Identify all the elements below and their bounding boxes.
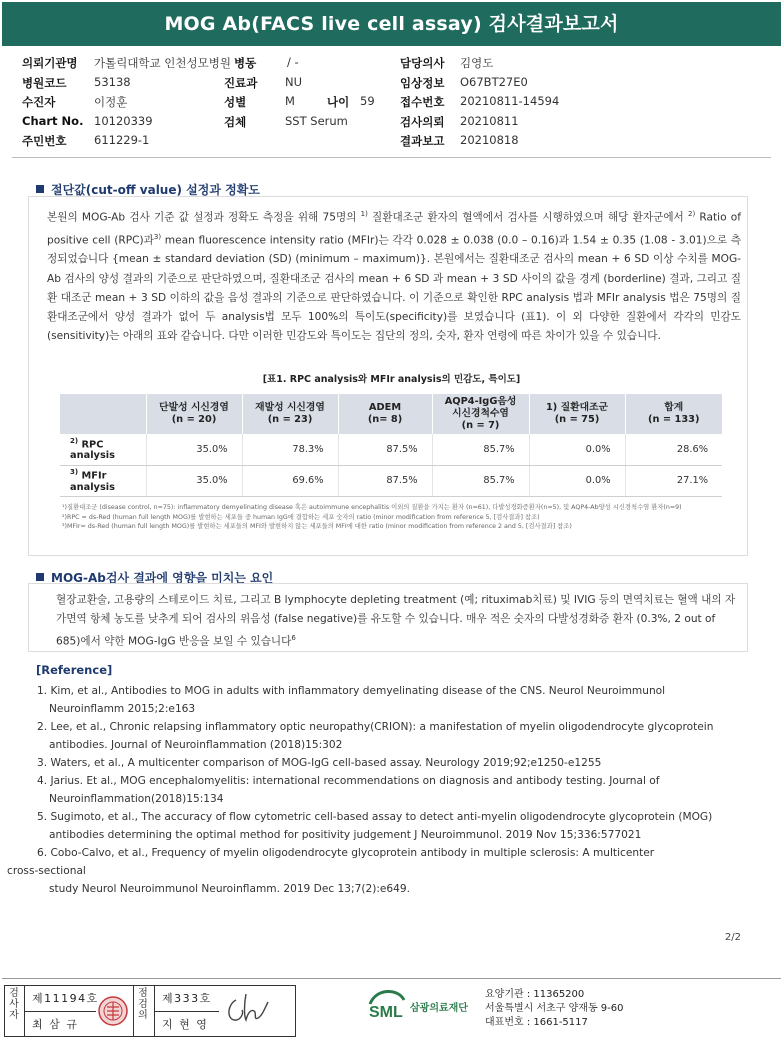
- header-line: AQP4-IgG음성: [444, 396, 517, 407]
- reference-line: Neuroinflamm 2015;2:e163: [49, 703, 196, 715]
- para1-text-d: mean fluorescence intensity ratio (MFIr)는 각각 0.028 ± 0.038 (0.0 – 0.16)과 1.54 ± 0.35 (1.08 - 3.01)으로 측정되었습니다 {mean ± standard deviation (SD) (minimum – maximum)}. 본원에서는 질환대조군 검사의 mean + 6 SD 이상 수치를 MOG-Ab 검사의 양성 결과의 기준으로 판단하였으며, 질환대조군 검사의 mean + 6 SD 과 mean + 3 SD 사이의 값을 경계 (borderline) 결과, 그리고 질환 대조군 mean + 3 SD 이하의 값을 음성 결과의 기준으로 판단하였습니다. 이 기준으로 확인한 RPC analysis 법과 MFIr analysis 법은 75명의 질환대조군에서 양성 결과가 없어 두 analysis법 모두 100%의 특이도(specificity)를 보였습니다 (표1). 이 외 다양한 질환에서 각각의 민감도(sensitivity)는 아래의 표와 같습니다. 다만 이러한 민감도와 특이도는 집단의 정의, 숫자, 환자 연령에 따른 차이가 있을 수 있습니다.: [47, 234, 741, 343]
- sml-logo-icon: [366, 986, 408, 1022]
- row-label: [60, 465, 146, 496]
- examiner-seal-stamp: [97, 989, 130, 1033]
- org-line: 요양기관 : 11365200: [485, 989, 585, 1000]
- checker-license: 제333호: [162, 992, 212, 1005]
- label-sex: 성별: [224, 95, 247, 109]
- label-examiner-text: 검사자: [9, 988, 19, 1021]
- reference-list: [7, 682, 747, 898]
- row-label: [60, 434, 146, 465]
- sml-logo-subtitle: 삼광의료재단: [410, 1003, 468, 1014]
- checker-signature: [222, 990, 272, 1028]
- footer-divider: [133, 985, 134, 1037]
- value-ward: / -: [287, 55, 299, 69]
- table-cell: 27.1%: [625, 465, 722, 496]
- label-reception-no: 접수번호: [400, 95, 445, 109]
- section-factors-paragraph: [56, 591, 740, 652]
- table-cell: 85.7%: [432, 434, 529, 465]
- header-line: 시신경척수염: [452, 408, 509, 419]
- para1-sup-3: 3): [153, 232, 162, 241]
- table-header-cell: [432, 394, 529, 434]
- label-examiner: [8, 988, 20, 1021]
- para2-sup: 6: [291, 634, 296, 643]
- table-note: ³)MFIr= ds-Red (human full length MOG)를 발현하는 세포들의 MFI와 발현하지 않는 세포들의 MFI에 대한 ratio (minor modification from reference 2 and 5, [검사결과] 참조): [62, 523, 572, 531]
- header-line: (n = 23): [267, 414, 313, 425]
- value-clinical-info: O67BT27E0: [460, 74, 528, 89]
- value-chart-no: 10120339: [94, 113, 153, 128]
- footer-divider: [24, 1011, 96, 1012]
- table-note: ¹)질환대조군 (disease control, n=75): inflammatory demyelinating disease 혹은 autoimmune encephalitis 이외의 질환을 가지는 환자 (n=61), 다발성경화증환자(n=5), 및 AQP4-Ab양성 시신경척수염 환자(n=9): [62, 504, 682, 511]
- header-line: 단발성 시신경염: [159, 402, 229, 413]
- label-doctor: 담당의사: [400, 56, 445, 70]
- header-line: 합계: [664, 402, 684, 413]
- label-patient: 수진자: [22, 95, 56, 109]
- value-doctor: 김영도: [460, 56, 494, 70]
- table-cell: 78.3%: [242, 434, 338, 465]
- label-checker-text: 점검의: [138, 988, 148, 1021]
- label-resident-no: 주민번호: [22, 134, 67, 148]
- label-age: 나이: [327, 95, 350, 109]
- value-report-date: 20210818: [460, 133, 519, 147]
- reference-item: [37, 754, 747, 772]
- table-cell: 87.5%: [338, 434, 432, 465]
- value-institution: 가톨릭대학교 인천성모병원: [94, 56, 231, 70]
- label-department: 진료과: [224, 75, 258, 90]
- table-cell: 85.7%: [432, 465, 529, 496]
- table-cell: 35.0%: [146, 434, 242, 465]
- patient-info: [22, 55, 762, 153]
- header-line: (n= 8): [367, 414, 403, 425]
- table-caption: [표1. RPC analysis와 MFIr analysis의 민감도, 특이도]: [262, 374, 521, 385]
- value-request-date: 20210811: [460, 113, 519, 128]
- reference-line: 1. Kim, et al., Antibodies to MOG in adults with inflammatory demyelinating disease of the CNS. Neurol Neuroimmunol: [37, 685, 666, 697]
- para1-sup-2: 2): [688, 210, 696, 218]
- label-institution: 의뢰기관명: [22, 56, 78, 70]
- reference-item: [37, 718, 747, 754]
- table-header-cell: [146, 394, 242, 434]
- row-label-text: RPC analysis: [70, 439, 115, 462]
- para1-text-b: 질환대조군 환자의 혈액에서 검사를 시행하였으며 해당 환자군에서: [367, 211, 688, 224]
- section-factors-title-text: MOG-Ab검사 결과에 영향을 미치는 요인: [51, 571, 274, 585]
- checker-name: 지 현 영: [162, 1018, 209, 1031]
- label-clinical-info: 임상정보: [400, 75, 445, 90]
- table-header-cell: [242, 394, 338, 434]
- reference-item: [37, 808, 747, 844]
- value-specimen: SST Serum: [285, 113, 348, 128]
- row-sup: 2): [70, 437, 79, 446]
- org-line: 대표번호 : 1661-5117: [485, 1017, 588, 1028]
- row-label-text: MFIr analysis: [70, 470, 115, 493]
- table-header-row: [60, 394, 722, 434]
- organization-info: [485, 988, 624, 1030]
- header-line: (n = 7): [461, 420, 500, 431]
- reference-item: [37, 682, 747, 718]
- bullet-square-icon: [36, 185, 44, 193]
- table-header-empty: [60, 394, 146, 434]
- value-sex: M: [285, 94, 295, 108]
- examiner-name: 최 삼 규: [32, 1018, 79, 1031]
- reference-line: antibodies. Journal of Neuroinflammation (2018)15:302: [49, 739, 343, 751]
- footer-divider: [154, 1011, 219, 1012]
- header-divider: [12, 157, 771, 158]
- header-line: (n = 75): [554, 414, 600, 425]
- table-cell: 87.5%: [338, 465, 432, 496]
- reference-line: study Neurol Neuroimmunol Neuroinflamm. 2019 Dec 13;7(2):e649.: [49, 883, 411, 895]
- para2-text: 혈장교환술, 고용량의 스테로이드 치료, 그리고 B lymphocyte depleting treatment (예; rituximab치료) 및 IVIG 등의 면역치료는 혈액 내의 자가면역 항체 농도를 낮추게 되어 검사의 위음성 (false negative)를 유도할 수 있습니다. 매우 적은 숫자의 다발성경화증 환자 (0.3%, 2 out of 685)에서 약한 MOG-IgG 반응을 보일 수 있습니다: [56, 594, 736, 648]
- reference-line: 4. Jarius. Et al., MOG encephalomyelitis: international recommendations on diagnosis and antibody testing. Journal of: [37, 775, 660, 787]
- reference-line: 3. Waters, et al., A multicenter comparison of MOG-IgG cell-based assay. Neurology 2019;92;e1250-e1255: [37, 757, 602, 769]
- table-header-cell: [625, 394, 722, 434]
- report-title: MOG Ab(FACS live cell assay) 검사결과보고서: [2, 2, 781, 46]
- value-resident-no: 611229-1: [94, 133, 150, 147]
- reference-item: [37, 772, 747, 808]
- table-note: ²)RPC = ds-Red (human full length MOG)를 발현하는 세포들 중 human IgG에 결합하는 세포 숫자의 ratio (minor modification from reference 5, [검사결과] 참조): [62, 513, 540, 521]
- table-cell: 69.6%: [242, 465, 338, 496]
- examiner-license: 제11194호: [32, 992, 99, 1005]
- header-line: (n = 20): [171, 414, 217, 425]
- value-hospital-code: 53138: [94, 74, 131, 89]
- reference-line: cross-sectional: [7, 865, 86, 877]
- reference-line: 6. Cobo-Calvo, et al., Frequency of myelin oligodendrocyte glycoprotein antibody in multiple sclerosis: A multicenter: [37, 847, 655, 859]
- header-line: (n = 133): [648, 414, 700, 425]
- header-line: 재발성 시신경염: [255, 402, 325, 413]
- sml-logo-text: SML: [369, 1004, 403, 1021]
- reference-line: Neuroinflammation(2018)15:134: [49, 793, 224, 805]
- para1-text-c: Ratio of positive cell (RPC)과: [47, 211, 741, 247]
- page-number: 2/2: [724, 932, 741, 943]
- value-age: 59: [360, 94, 375, 108]
- value-patient: 이정훈: [94, 95, 128, 109]
- label-report-date: 결과보고: [400, 134, 445, 148]
- header-line: ADEM: [368, 402, 402, 413]
- reference-title: [Reference]: [36, 663, 113, 677]
- table-cell: 0.0%: [529, 465, 625, 496]
- row-sup: 3): [70, 468, 79, 477]
- header-line: 1) 질환대조군: [545, 402, 609, 413]
- table-row: [60, 434, 722, 465]
- results-table: [60, 394, 722, 497]
- table-notes: [62, 503, 732, 532]
- reference-item: [7, 844, 747, 898]
- org-line: 서울특별시 서초구 양재동 9-60: [485, 1003, 624, 1014]
- label-ward: 병동: [234, 56, 257, 70]
- label-checker: [137, 988, 149, 1021]
- reference-line: 5. Sugimoto, et al., The accuracy of flow cytometric cell-based assay to detect anti-myelin oligodendrocyte glycoprotein (MOG): [37, 811, 713, 823]
- reference-line: antibodies determining the optimal method for positivity judgement J Neuroimmunol. 2019 Nov 15;336:577021: [49, 829, 642, 841]
- para1-sup-1: 1): [360, 210, 368, 218]
- table-cell: 35.0%: [146, 465, 242, 496]
- reference-line: 2. Lee, et al., Chronic relapsing inflammatory optic neuropathy(CRION): a manifestation of myelin oligodendrocyte glycoprotein: [37, 721, 714, 733]
- table-header-cell: [338, 394, 432, 434]
- table-cell: 0.0%: [529, 434, 625, 465]
- bullet-square-icon: [36, 573, 44, 581]
- table-row: [60, 465, 722, 496]
- label-request-date: 검사의뢰: [400, 114, 445, 129]
- value-reception-no: 20210811-14594: [460, 94, 560, 108]
- value-department: NU: [285, 74, 303, 89]
- table-cell: 28.6%: [625, 434, 722, 465]
- label-specimen: 검체: [224, 114, 247, 129]
- label-chart-no: Chart No.: [22, 113, 84, 128]
- section-cutoff-title-text: 절단값(cut-off value) 설정과 정확도: [51, 183, 260, 197]
- section-cutoff-paragraph: [47, 205, 741, 346]
- label-hospital-code: 병원코드: [22, 75, 67, 90]
- table-header-cell: [529, 394, 625, 434]
- para1-text-a: 본원의 MOG-Ab 검사 기준 값 설정과 정확도 측정을 위해 75명의: [47, 211, 361, 224]
